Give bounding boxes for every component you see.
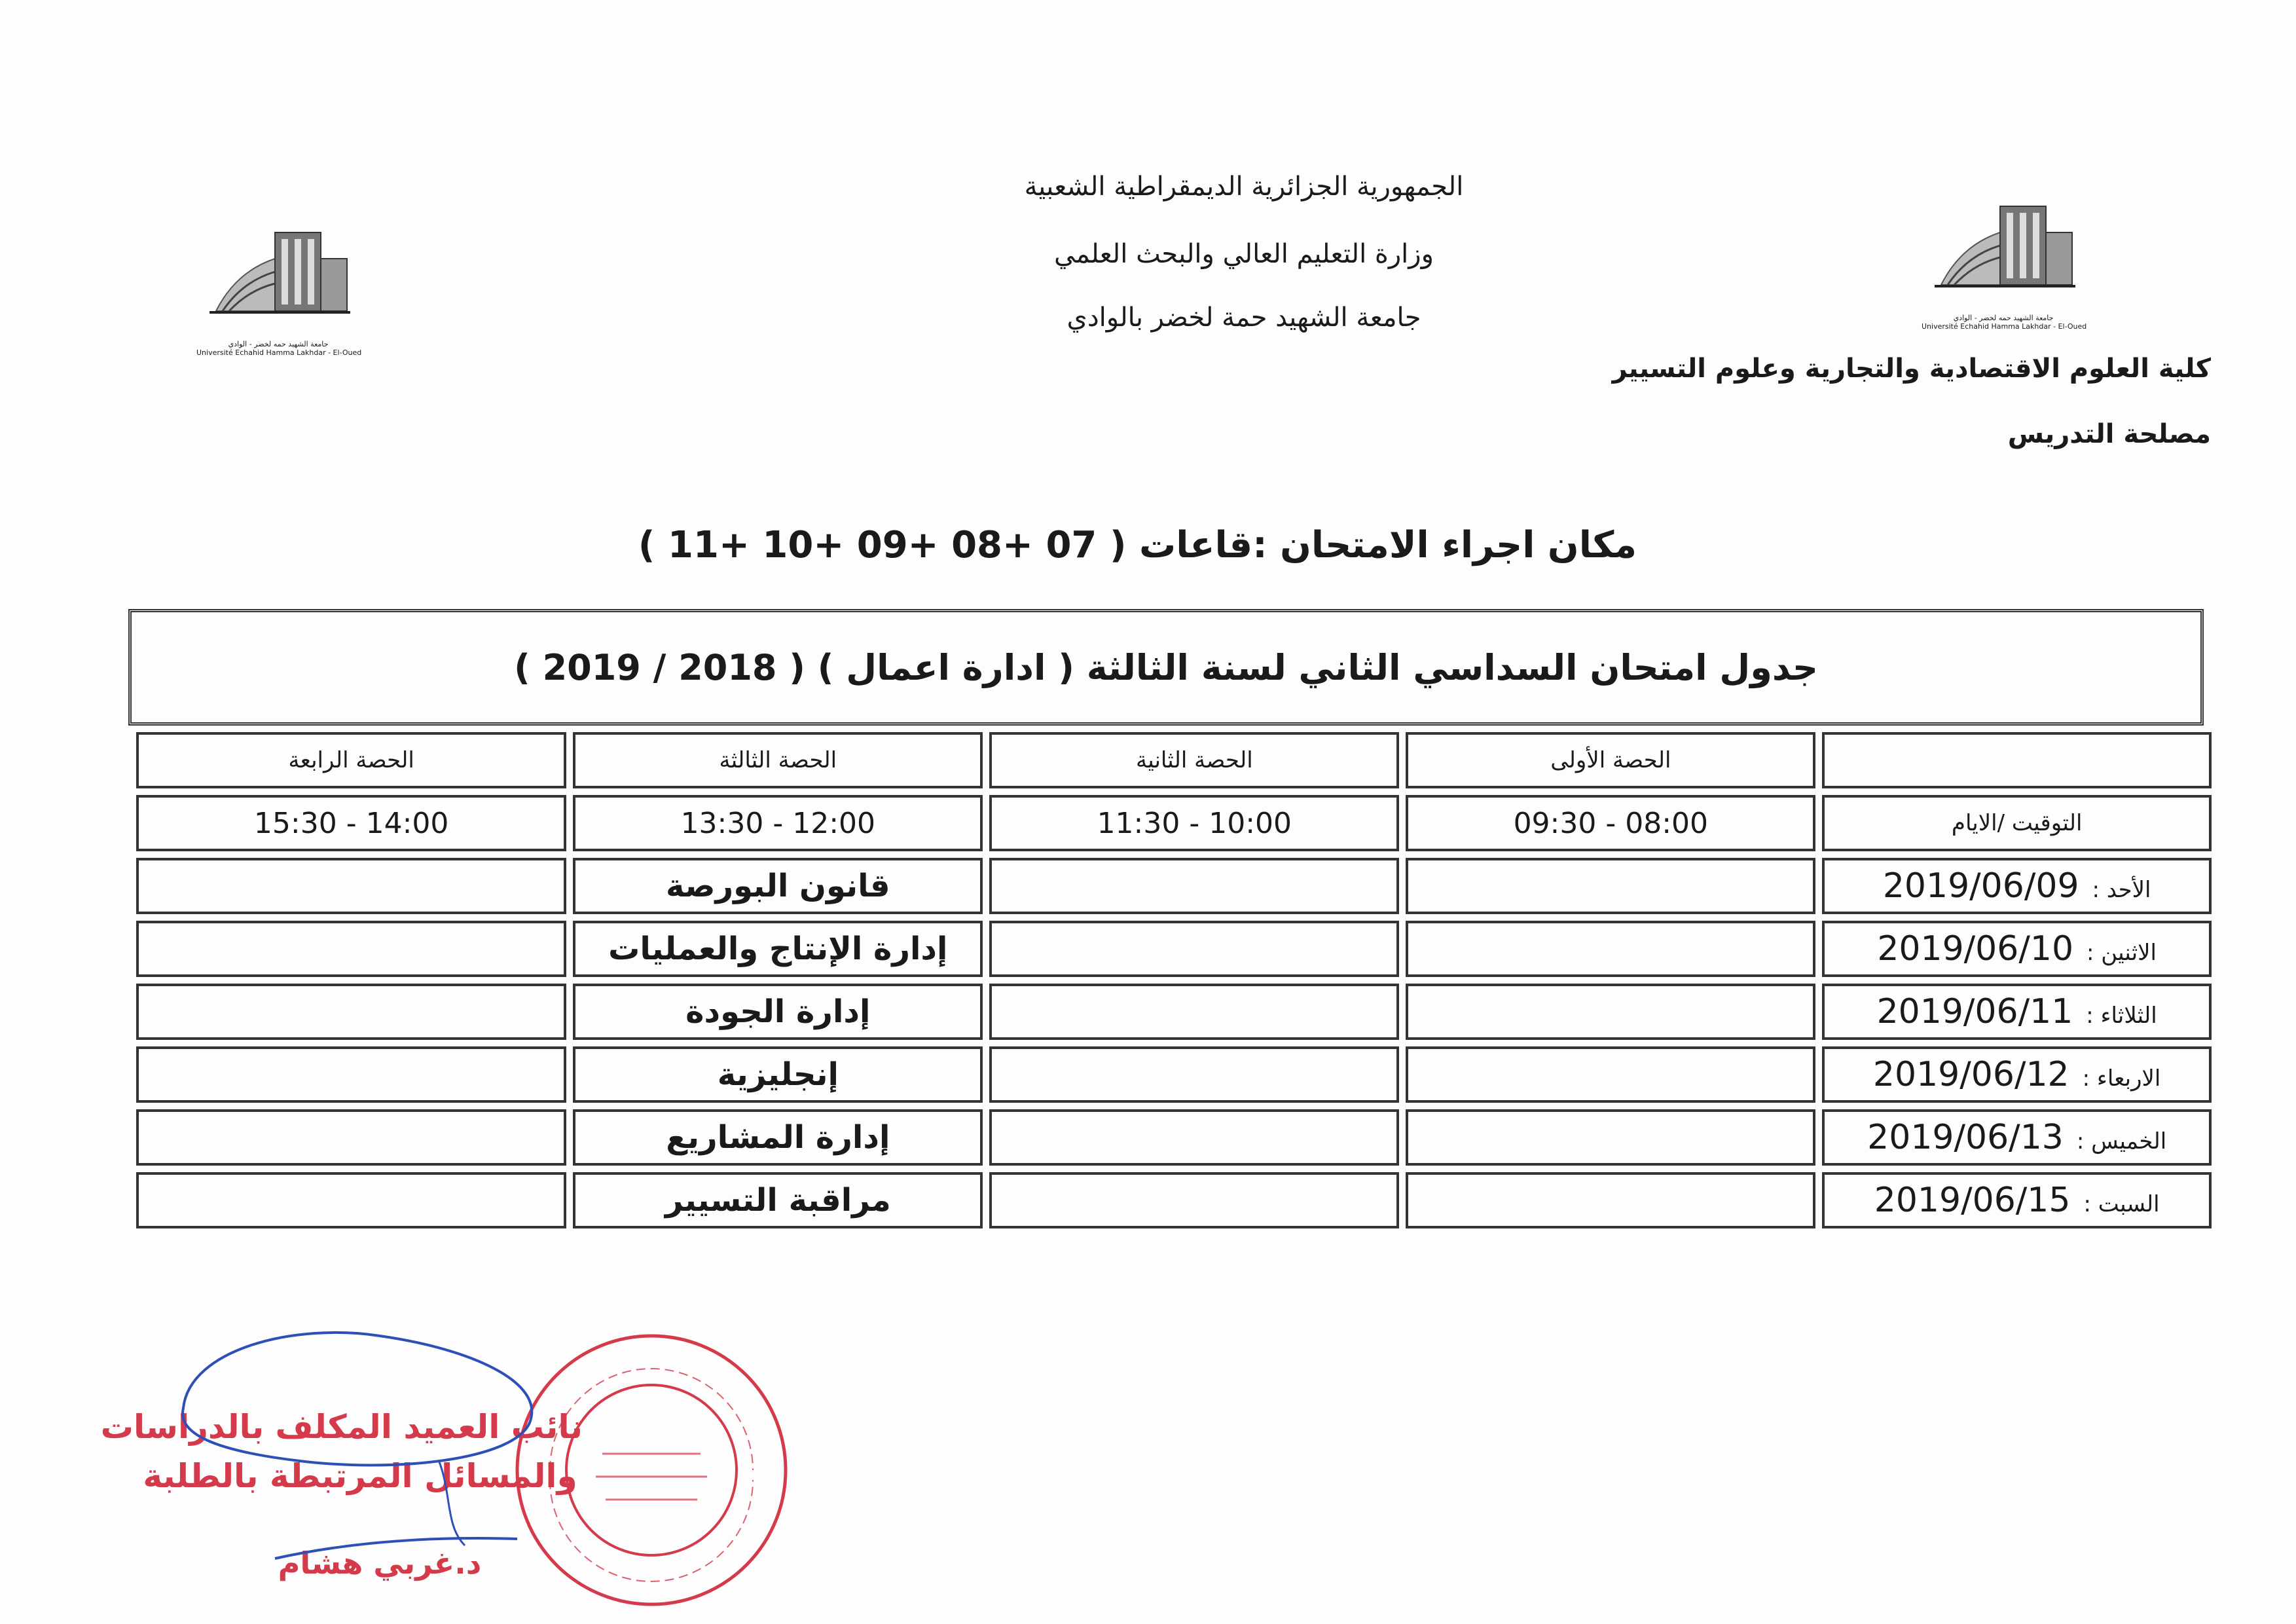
table-row [136,1172,2212,1228]
exam-cell [1406,984,1815,1040]
day-date: 2019/06/10 [1877,929,2074,969]
exam-cell [1406,1046,1815,1103]
exam-venue: مكان اجراء الامتحان :قاعات ( 07 +08 +09 +10 +11 ) [638,524,1637,566]
exam-cell [1406,921,1815,977]
session-2-header: الحصة الثانية [989,732,1399,788]
table-row [136,858,2212,914]
exam-cell: إنجليزية [573,1046,983,1103]
department-name: مصلحة التدريس [2007,419,2211,449]
logo-caption-fr: Université Echahid Hamma Lakhdar - El-Oued [196,348,362,357]
university-logo-left [196,213,360,357]
day-name: الثلاثاء : [2086,1003,2157,1029]
logo-caption-ar: جامعة الشهيد حمه لخضر - الوادي [228,340,329,348]
day-name: الاثنين : [2086,940,2157,966]
university-logo-right [1922,187,2085,331]
exam-cell [136,1109,566,1166]
header-line-2: وزارة التعليم العالي والبحث العلمي [1054,239,1434,269]
exam-schedule-table [130,726,2218,1235]
exam-cell: مراقبة التسيير [573,1172,983,1228]
exam-cell [136,858,566,914]
day-date: 2019/06/13 [1867,1118,2064,1157]
day-date: 2019/06/11 [1876,992,2073,1031]
day-name: السبت : [2083,1191,2160,1217]
logo-caption-ar: جامعة الشهيد حمه لخضر - الوادي [1953,314,2054,322]
day-date: 2019/06/12 [1872,1055,2069,1094]
university-building-icon [1922,187,2085,311]
header-line-3: جامعة الشهيد حمة لخضر بالوادي [1066,303,1421,333]
exam-cell: إدارة المشاريع [573,1109,983,1166]
handwritten-signature-icon [164,1310,589,1585]
exam-cell [989,921,1399,977]
sessions-header-row [136,732,2212,788]
day-name: الأحد : [2092,877,2151,903]
exam-cell [989,1046,1399,1103]
exam-cell [989,1109,1399,1166]
exam-cell: قانون البورصة [573,858,983,914]
university-building-icon [196,213,360,337]
faculty-name: كلية العلوم الاقتصادية والتجارية وعلوم التسيير [1612,354,2211,384]
exam-cell: إدارة الجودة [573,984,983,1040]
day-date: 2019/06/09 [1882,866,2079,906]
day-cell [1822,921,2212,977]
day-cell [1822,984,2212,1040]
day-name: الاربعاء : [2082,1065,2161,1092]
table-row [136,1046,2212,1103]
day-cell [1822,858,2212,914]
exam-cell [989,1172,1399,1228]
session-2-time: 10:00 - 11:30 [989,795,1399,851]
exam-cell [1406,858,1815,914]
exam-cell [1406,1172,1815,1228]
session-1-header: الحصة الأولى [1406,732,1815,788]
day-date: 2019/06/15 [1874,1181,2071,1220]
table-row [136,921,2212,977]
day-name: الخميس : [2076,1128,2167,1154]
exam-cell [136,984,566,1040]
session-4-header: الحصة الرابعة [136,732,566,788]
signatory-name: د.غربي هشام [278,1545,482,1581]
exam-cell [136,1172,566,1228]
exam-cell [136,921,566,977]
table-row [136,984,2212,1040]
day-cell [1822,1172,2212,1228]
schedule-title: جدول امتحان السداسي الثاني لسنة الثالثة ( ادارة اعمال ) ( 2018 / 2019 ) [514,646,1818,688]
logo-caption-fr: Université Echahid Hamma Lakhdar - El-Oued [1922,322,2087,331]
exam-cell [989,984,1399,1040]
day-cell [1822,1046,2212,1103]
signature-title-line-1: نائب العميد المكلف بالدراسات [100,1408,583,1446]
corner-label: التوقيت /الايام [1822,795,2212,851]
exam-cell [1406,1109,1815,1166]
exam-cell [136,1046,566,1103]
exam-cell: إدارة الإنتاج والعمليات [573,921,983,977]
session-4-time: 14:00 - 15:30 [136,795,566,851]
schedule-title-box [128,609,2204,726]
day-cell [1822,1109,2212,1166]
session-3-header: الحصة الثالثة [573,732,983,788]
session-3-time: 12:00 - 13:30 [573,795,983,851]
signature-title-line-2: والمسائل المرتبطة بالطلبة [143,1457,577,1495]
session-1-time: 08:00 - 09:30 [1406,795,1815,851]
exam-cell [989,858,1399,914]
table-row [136,1109,2212,1166]
times-header-row [136,795,2212,851]
corner-cell-top [1822,732,2212,788]
header-line-1: الجمهورية الجزائرية الديمقراطية الشعبية [1024,172,1464,202]
